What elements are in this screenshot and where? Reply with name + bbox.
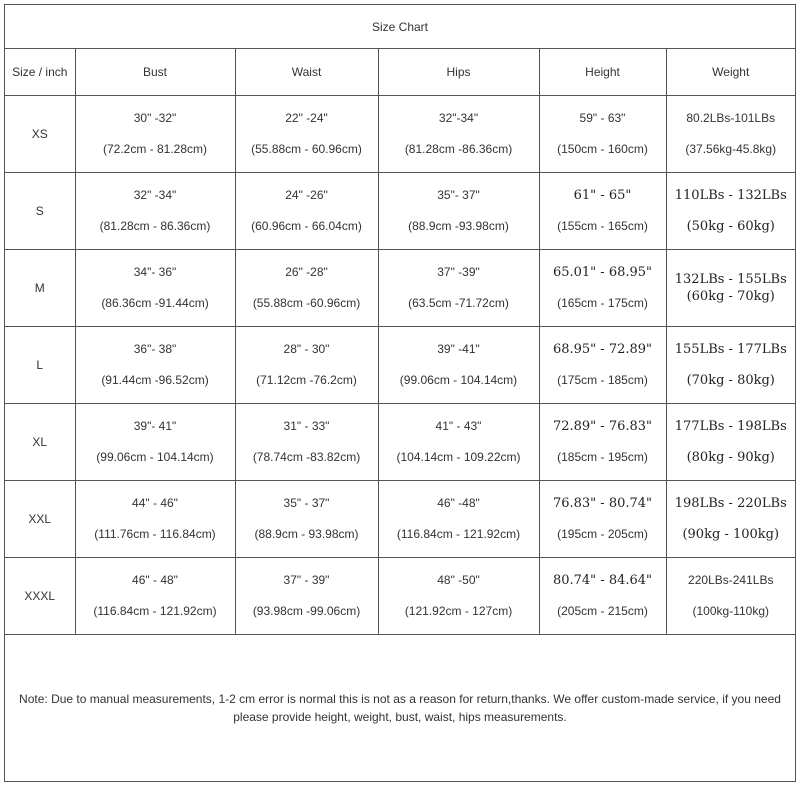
weight-cm-value: (60kg - 70kg) xyxy=(686,289,775,304)
hips-inch-value: 37" -39" xyxy=(437,265,480,279)
hips-inch-value: 46" -48" xyxy=(437,496,480,510)
hips-inch-value: 39" -41" xyxy=(437,342,480,356)
size-label: XXL xyxy=(5,481,75,558)
weight-cm-value: (80kg - 90kg) xyxy=(686,450,775,465)
waist-inch-value: 22" -24" xyxy=(285,111,328,125)
height-cell xyxy=(539,250,666,327)
height-cm-value: (150cm - 160cm) xyxy=(557,142,648,156)
size-label: L xyxy=(5,327,75,404)
height-cm-value: (195cm - 205cm) xyxy=(557,527,648,541)
height-cell xyxy=(539,327,666,404)
weight-cm-value: (70kg - 80kg) xyxy=(686,373,775,388)
weight-inch-value: 155LBs - 177LBs xyxy=(674,342,787,357)
hips-cell xyxy=(378,96,539,173)
waist-cm-value: (55.88cm -60.96cm) xyxy=(252,296,361,310)
bust-cell xyxy=(75,404,235,481)
waist-inch-value: 26" -28" xyxy=(285,265,328,279)
waist-cell xyxy=(235,327,378,404)
waist-inch-value: 24" -26" xyxy=(285,188,328,202)
weight-cell xyxy=(666,327,795,404)
bust-cm-value: (111.76cm - 116.84cm) xyxy=(94,527,216,541)
bust-cell xyxy=(75,96,235,173)
waist-inch-value: 37" - 39" xyxy=(283,573,330,587)
height-cell xyxy=(539,173,666,250)
waist-cell xyxy=(235,96,378,173)
height-inch-value: 61" - 65" xyxy=(573,188,632,203)
waist-cm-value: (55.88cm - 60.96cm) xyxy=(251,142,362,156)
weight-cell xyxy=(666,481,795,558)
waist-cell xyxy=(235,250,378,327)
footnote-text: Note: Due to manual measurements, 1-2 cm error is normal this is not as a reason for return,thanks. We offer custom-made service, if you need please provide height, weight, bust, waist, hips measurements. xyxy=(19,692,781,724)
hips-cm-value: (88.9cm -93.98cm) xyxy=(408,219,509,233)
hips-cell xyxy=(378,250,539,327)
column-header-hips: Hips xyxy=(378,49,539,96)
table-row xyxy=(5,327,795,404)
height-inch-value: 76.83" - 80.74" xyxy=(552,496,653,511)
waist-cm-value: (88.9cm - 93.98cm) xyxy=(254,527,359,541)
height-cm-value: (165cm - 175cm) xyxy=(557,296,648,310)
weight-inch-value: 132LBs - 155LBs xyxy=(674,272,787,287)
table-row xyxy=(5,96,795,173)
waist-cm-value: (78.74cm -83.82cm) xyxy=(252,450,361,464)
waist-cm-value: (93.98cm -99.06cm) xyxy=(252,604,361,618)
weight-cell xyxy=(666,250,795,327)
bust-inch-value: 46" - 48" xyxy=(132,573,178,587)
bust-cm-value: (72.2cm - 81.28cm) xyxy=(102,142,208,156)
bust-cell xyxy=(75,327,235,404)
height-inch-value: 59" - 63" xyxy=(579,111,626,125)
column-header-bust: Bust xyxy=(75,49,235,96)
waist-cm-value: (60.96cm - 66.04cm) xyxy=(251,219,362,233)
height-cell xyxy=(539,481,666,558)
waist-cell xyxy=(235,481,378,558)
column-header-weight: Weight xyxy=(666,49,795,96)
hips-inch-value: 32"-34" xyxy=(438,111,479,125)
waist-cell xyxy=(235,173,378,250)
column-header-waist: Waist xyxy=(235,49,378,96)
bust-inch-value: 39"- 41" xyxy=(133,419,177,433)
hips-cell xyxy=(378,327,539,404)
table-row xyxy=(5,404,795,481)
bust-inch-value: 30" -32" xyxy=(133,111,177,125)
hips-cm-value: (116.84cm - 121.92cm) xyxy=(396,527,521,541)
weight-cm-value: (37.56kg-45.8kg) xyxy=(685,142,777,156)
hips-cm-value: (99.06cm - 104.14cm) xyxy=(399,373,518,387)
waist-inch-value: 35" - 37" xyxy=(283,496,330,510)
waist-inch-value: 28" - 30" xyxy=(283,342,330,356)
hips-cell xyxy=(378,558,539,635)
table-row xyxy=(5,481,795,558)
size-label: M xyxy=(5,250,75,327)
height-cm-value: (155cm - 165cm) xyxy=(557,219,648,233)
chart-title: Size Chart xyxy=(5,5,795,49)
waist-cell xyxy=(235,404,378,481)
bust-cell xyxy=(75,481,235,558)
hips-inch-value: 35"- 37" xyxy=(437,188,480,202)
table-row xyxy=(5,558,795,635)
bust-cell xyxy=(75,558,235,635)
waist-inch-value: 31" - 33" xyxy=(283,419,330,433)
size-label: XL xyxy=(5,404,75,481)
waist-cm-value: (71.12cm -76.2cm) xyxy=(256,373,357,387)
waist-cell xyxy=(235,558,378,635)
hips-cell xyxy=(378,404,539,481)
height-inch-value: 68.95" - 72.89" xyxy=(552,342,653,357)
table-row xyxy=(5,250,795,327)
size-label: S xyxy=(5,173,75,250)
hips-inch-value: 41" - 43" xyxy=(435,419,482,433)
hips-cm-value: (104.14cm - 109.22cm) xyxy=(396,450,521,464)
bust-cm-value: (81.28cm - 86.36cm) xyxy=(99,219,211,233)
hips-cm-value: (81.28cm -86.36cm) xyxy=(404,142,513,156)
height-inch-value: 80.74" - 84.64" xyxy=(552,573,653,588)
bust-cell xyxy=(75,250,235,327)
bust-inch-value: 34"- 36" xyxy=(133,265,177,279)
bust-inch-value: 32" -34" xyxy=(133,188,177,202)
height-cell xyxy=(539,404,666,481)
height-cell xyxy=(539,96,666,173)
weight-inch-value: 80.2LBs-101LBs xyxy=(686,111,776,125)
hips-cell xyxy=(378,481,539,558)
column-header-size: Size / inch xyxy=(5,49,75,96)
column-header-height: Height xyxy=(539,49,666,96)
weight-cm-value: (50kg - 60kg) xyxy=(686,219,775,234)
bust-cm-value: (91.44cm -96.52cm) xyxy=(101,373,209,387)
weight-inch-value: 110LBs - 132LBs xyxy=(674,188,787,203)
weight-cell xyxy=(666,558,795,635)
hips-cm-value: (121.92cm - 127cm) xyxy=(404,604,513,618)
height-inch-value: 65.01" - 68.95" xyxy=(552,265,653,280)
weight-inch-value: 198LBs - 220LBs xyxy=(674,496,787,511)
weight-cell xyxy=(666,96,795,173)
size-chart xyxy=(4,4,796,782)
size-label: XXXL xyxy=(5,558,75,635)
weight-cm-value: (90kg - 100kg) xyxy=(682,527,780,542)
weight-inch-value: 177LBs - 198LBs xyxy=(674,419,787,434)
table-header-row xyxy=(5,49,795,96)
hips-inch-value: 48" -50" xyxy=(437,573,480,587)
weight-cell xyxy=(666,404,795,481)
size-table xyxy=(5,49,795,635)
hips-cell xyxy=(378,173,539,250)
bust-inch-value: 44" - 46" xyxy=(132,496,178,510)
bust-cm-value: (86.36cm -91.44cm) xyxy=(101,296,209,310)
weight-inch-value: 220LBs-241LBs xyxy=(688,573,774,587)
hips-cm-value: (63.5cm -71.72cm) xyxy=(408,296,509,310)
footnote xyxy=(5,635,795,781)
height-cm-value: (205cm - 215cm) xyxy=(557,604,648,618)
bust-inch-value: 36"- 38" xyxy=(133,342,177,356)
height-cm-value: (175cm - 185cm) xyxy=(557,373,648,387)
size-label: XS xyxy=(5,96,75,173)
table-row xyxy=(5,173,795,250)
height-cm-value: (185cm - 195cm) xyxy=(557,450,648,464)
height-cell xyxy=(539,558,666,635)
bust-cm-value: (99.06cm - 104.14cm) xyxy=(96,450,214,464)
weight-cell xyxy=(666,173,795,250)
bust-cell xyxy=(75,173,235,250)
bust-cm-value: (116.84cm - 121.92cm) xyxy=(93,604,217,618)
weight-cm-value: (100kg-110kg) xyxy=(692,604,769,618)
height-inch-value: 72.89" - 76.83" xyxy=(552,419,653,434)
